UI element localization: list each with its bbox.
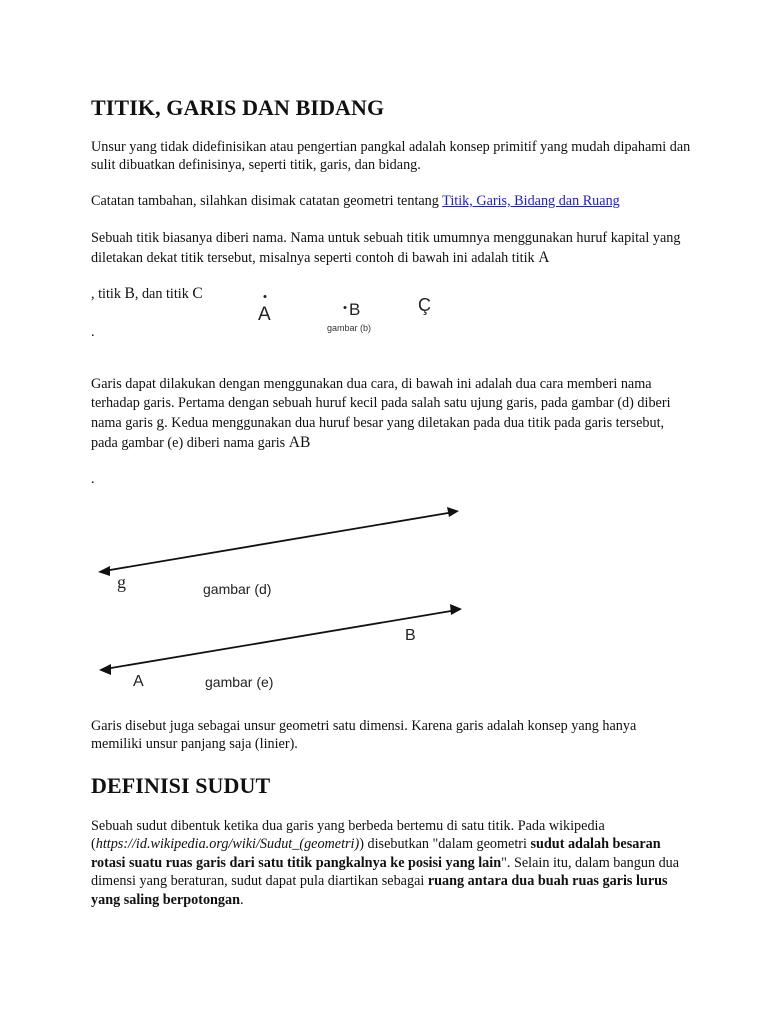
titik-paragraph xyxy=(91,229,691,268)
garis-text-1: Garis dapat dilakukan dengan menggunakan dua cara, di bawah ini adalah dua cara memberi nama terhadap garis. Pertama dengan sebuah huruf kecil pada salah satu ujung garis, pada gambar (d) diberi nama garis xyxy=(91,376,671,431)
dot-line-2: . xyxy=(91,471,95,487)
section-title-titik: TITIK, GARIS DAN BIDANG xyxy=(91,95,385,120)
garis-ab-letters: AB xyxy=(288,434,311,451)
titik-rest-2: , dan titik xyxy=(134,286,193,302)
sudut-text-3: ". Selain itu, dalam bangun dua dimensi yang beraturan, sudut dapat pula diartikan sebagai xyxy=(91,854,680,890)
arrow-g-left-icon xyxy=(98,566,110,576)
garis-text-2: . Kedua menggunakan dua huruf besar yang diletakan pada dua titik pada garis tersebut, pada gambar (e) diberi nama garis xyxy=(91,415,665,451)
figure-b-caption: gambar (b) xyxy=(327,323,372,333)
line-ab-label-b: B xyxy=(405,627,416,644)
sudut-text-2: ) disebutkan "dalam geometri xyxy=(359,836,531,853)
line-g xyxy=(104,512,454,571)
titik-a-letter: A xyxy=(538,249,550,266)
line-g-label: g xyxy=(117,572,126,592)
arrow-ab-right-icon xyxy=(450,604,462,615)
sudut-definition-bold: sudut adalah besaran rotasi suatu ruas garis dari satu titik pangkalnya ke posisi yang lain xyxy=(91,836,661,871)
lines-figure-svg xyxy=(91,500,481,700)
titik-rest-1: , titik xyxy=(91,286,125,302)
note-paragraph xyxy=(91,192,691,210)
point-a-dot xyxy=(264,295,267,298)
point-b-label: B xyxy=(349,300,361,319)
wikipedia-url: https://id.wikipedia.org/wiki/Sudut_(geometri) xyxy=(95,836,360,853)
dot-line-1: . xyxy=(91,324,95,340)
satu-dimensi-paragraph: Garis disebut juga sebagai unsur geometri satu dimensi. Karena garis adalah konsep yang hanya memiliki unsur panjang saja (linier). xyxy=(91,718,637,753)
sudut-text-4: . xyxy=(240,891,244,908)
ruang-definition-bold: ruang antara dua buah ruas garis lurus yang saling berpotongan xyxy=(91,873,668,908)
titik-text: Sebuah titik biasanya diberi nama. Nama untuk sebuah titik umumnya menggunakan huruf kapital yang diletakan dekat titik tersebut, misalnya seperti contoh di bawah ini adalah titik xyxy=(91,230,681,266)
points-figure-svg xyxy=(240,292,460,338)
arrow-ab-left-icon xyxy=(99,664,111,675)
intro-paragraph: Unsur yang tidak didefinisikan atau pengertian pangkal adalah konsep primitif yang mudah dipahami dan sulit dibuatkan definisinya, seperti titik, garis, dan bidang. xyxy=(91,139,691,174)
note-prefix: Catatan tambahan, silahkan disimak catatan geometri tentang xyxy=(91,193,443,209)
figure-d-caption: gambar (d) xyxy=(203,581,272,597)
point-b-dot xyxy=(344,306,347,309)
figure-e-caption: gambar (e) xyxy=(205,674,274,690)
sudut-paragraph xyxy=(91,817,691,909)
arrow-g-right-icon xyxy=(447,507,459,517)
titik-c-letter: C xyxy=(192,285,203,302)
line-ab-label-a: A xyxy=(133,673,144,690)
geometri-link[interactable]: Titik, Garis, Bidang dan Ruang xyxy=(442,193,620,209)
titik-continuation xyxy=(91,285,203,303)
garis-paragraph xyxy=(91,375,691,453)
point-a-label: A xyxy=(258,304,271,325)
figure-lines xyxy=(91,500,481,700)
section-title-sudut: DEFINISI SUDUT xyxy=(91,773,271,798)
garis-g-letter: g xyxy=(156,414,165,431)
titik-b-letter: B xyxy=(124,285,135,302)
point-c-label: Ç xyxy=(418,295,431,315)
sudut-text-1: Sebuah sudut dibentuk ketika dua garis yang berbeda bertemu di satu titik. Pada wikipedia ( xyxy=(91,818,605,853)
figure-points xyxy=(240,292,460,338)
